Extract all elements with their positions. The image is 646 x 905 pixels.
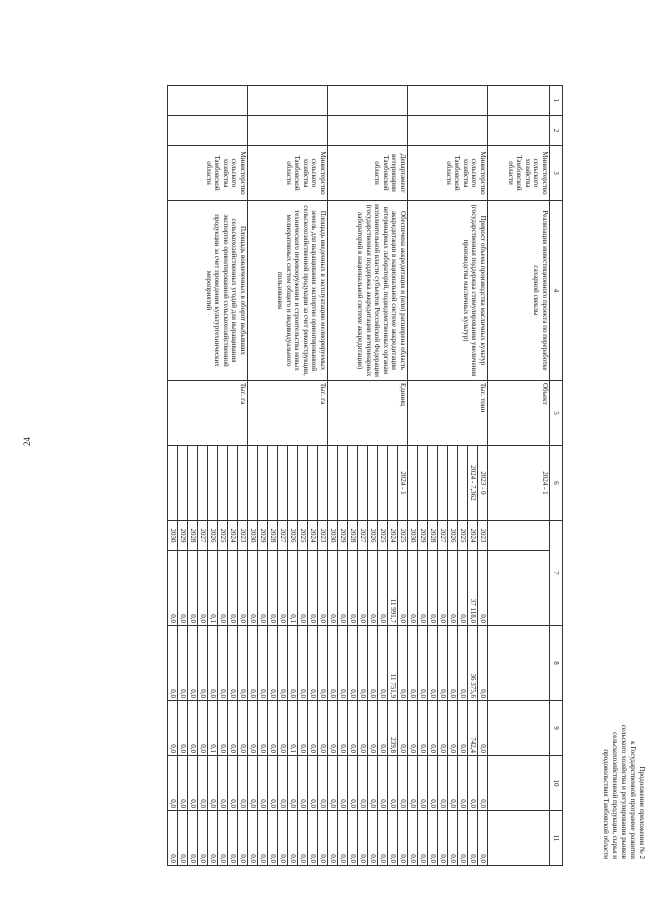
value-cell: 0,0 — [368, 811, 378, 866]
value-cell: 0,0 — [338, 756, 348, 811]
year-cell: 2028 — [268, 521, 278, 551]
value-cell: 0,0 — [238, 811, 248, 866]
value-cell: 0,0 — [428, 756, 438, 811]
value-cell: 0,0 — [308, 701, 318, 756]
value-cell: 0,0 — [198, 551, 208, 626]
value-cell: 0,0 — [428, 551, 438, 626]
base-value-cell: 2024 - 7,362 — [468, 446, 478, 521]
value-cell: 0,1 — [208, 701, 218, 756]
value-cell: 0,0 — [238, 551, 248, 626]
value-cell: 0,0 — [408, 551, 418, 626]
year-cell: 2027 — [198, 521, 208, 551]
indicator-cell: Реализация инвестиционного проекта по переработке сахарной свеклы — [488, 201, 550, 381]
value-cell: 0,0 — [188, 701, 198, 756]
base-value-cell — [208, 446, 218, 521]
value-cell: 0,0 — [308, 626, 318, 701]
base-value-cell — [238, 446, 248, 521]
table-row — [238, 86, 248, 866]
value-cell: 0,0 — [298, 551, 308, 626]
year-cell: 2030 — [248, 521, 258, 551]
value-cell: 0,0 — [178, 811, 188, 866]
cell-col2 — [408, 116, 488, 146]
value-cell: 0,0 — [308, 551, 318, 626]
value-cell: 0,0 — [238, 626, 248, 701]
base-value-cell — [278, 446, 288, 521]
table-row — [478, 86, 488, 866]
value-cell: 0,0 — [218, 551, 228, 626]
value-cell: 0,0 — [178, 701, 188, 756]
base-value-cell — [168, 446, 178, 521]
value-cell: 0,0 — [468, 811, 478, 866]
value-cell: 0,0 — [298, 701, 308, 756]
value-cell: 0,0 — [328, 811, 338, 866]
year-cell: 2029 — [338, 521, 348, 551]
value-cell: 0,0 — [368, 701, 378, 756]
value-cell: 0,0 — [468, 756, 478, 811]
value-cell: 0,0 — [258, 756, 268, 811]
value-cell: 0,0 — [188, 626, 198, 701]
value-cell: 0,0 — [248, 626, 258, 701]
year-cell: 2024 — [228, 521, 238, 551]
value-cell: 0,0 — [398, 701, 408, 756]
value-cell: 0,0 — [398, 811, 408, 866]
value-cell: 0,0 — [408, 701, 418, 756]
value-cell: 0,0 — [178, 551, 188, 626]
value-cell: 0,0 — [348, 811, 358, 866]
column-header-8: 8 — [550, 626, 563, 701]
column-number-row — [550, 86, 563, 866]
value-cell: 0,0 — [308, 811, 318, 866]
value-cell: 0,0 — [228, 756, 238, 811]
value-cell: 0,0 — [358, 756, 368, 811]
value-cell: 0,0 — [378, 551, 388, 626]
value-cell: 0,0 — [328, 551, 338, 626]
value-cell: 0,0 — [278, 756, 288, 811]
unit-cell: Тыс. га — [248, 381, 328, 446]
base-value-cell — [418, 446, 428, 521]
value-cell: 0,0 — [418, 811, 428, 866]
base-value-cell — [178, 446, 188, 521]
year-cell: 2026 — [448, 521, 458, 551]
base-value-cell — [458, 446, 468, 521]
table-row — [398, 86, 408, 866]
value-cell: 0,0 — [318, 756, 328, 811]
base-value-cell — [408, 446, 418, 521]
base-value-cell — [228, 446, 238, 521]
year-cell: 2029 — [258, 521, 268, 551]
year-cell: 2030 — [328, 521, 338, 551]
value-cell: 0,0 — [208, 811, 218, 866]
value-cell: 0,0 — [338, 551, 348, 626]
value-cell: 0,0 — [248, 551, 258, 626]
value-cell: 0,0 — [248, 811, 258, 866]
value-cell: 0,0 — [168, 756, 178, 811]
year-cell: 2026 — [368, 521, 378, 551]
value-cell: 0,0 — [358, 701, 368, 756]
value-cell: 0,0 — [458, 626, 468, 701]
executor-cell: Министерство сельского хозяйства Тамбовской области — [408, 146, 488, 201]
value-cell: 0,0 — [278, 551, 288, 626]
value-cell: 0,0 — [268, 551, 278, 626]
empty-cell — [488, 811, 550, 866]
value-cell: 0,0 — [218, 811, 228, 866]
value-cell: 0,0 — [258, 811, 268, 866]
value-cell: 0,0 — [188, 811, 198, 866]
year-cell: 2027 — [438, 521, 448, 551]
value-cell: 0,0 — [338, 811, 348, 866]
base-value-cell — [308, 446, 318, 521]
year-cell: 2023 — [478, 521, 488, 551]
value-cell: 0,0 — [418, 701, 428, 756]
year-cell: 2024 — [388, 521, 398, 551]
value-cell: 0,0 — [228, 701, 238, 756]
value-cell: 0,0 — [388, 811, 398, 866]
base-value-cell — [188, 446, 198, 521]
value-cell: 0,0 — [358, 626, 368, 701]
value-cell: 0,0 — [368, 626, 378, 701]
value-cell: 0,0 — [208, 626, 218, 701]
executor-cell: Министерство сельского хозяйства Тамбовской области — [168, 146, 248, 201]
value-cell: 0,0 — [238, 701, 248, 756]
value-cell: 0,0 — [198, 626, 208, 701]
value-cell: 0,0 — [198, 756, 208, 811]
rotated-page — [88, 85, 646, 865]
value-cell: 0,0 — [428, 626, 438, 701]
year-cell: 2027 — [358, 521, 368, 551]
year-cell: 2026 — [288, 521, 298, 551]
year-cell: 2023 — [318, 521, 328, 551]
base-value-cell — [368, 446, 378, 521]
value-cell: 0,0 — [348, 701, 358, 756]
value-cell: 0,0 — [188, 756, 198, 811]
value-cell: 0,1 — [288, 701, 298, 756]
header-line: продовольствия Тамбовской области — [601, 749, 610, 859]
column-header-2: 2 — [550, 116, 563, 146]
base-value-cell — [218, 446, 228, 521]
indicator-cell: Площадь вовлеченных в оборот выбывших сельскохозяйственных угодий для выращивания экспортно ориентированной сельскохозяйственной продукции за счет проведения культуртехнических мероприятий — [168, 201, 248, 381]
value-cell: 0,0 — [408, 811, 418, 866]
value-cell: 0,0 — [398, 756, 408, 811]
value-cell: 0,0 — [328, 701, 338, 756]
year-cell: 2024 — [468, 521, 478, 551]
value-cell: 0,0 — [168, 811, 178, 866]
cell-col2 — [328, 116, 408, 146]
value-cell: 11 991,7 — [388, 551, 398, 626]
value-cell: 0,0 — [228, 811, 238, 866]
value-cell: 0,0 — [358, 811, 368, 866]
value-cell: 37 118,0 — [468, 551, 478, 626]
cell-col1 — [408, 86, 488, 116]
table-row — [318, 86, 328, 866]
value-cell: 0,0 — [198, 811, 208, 866]
value-cell: 0,0 — [458, 551, 468, 626]
column-header-10: 10 — [550, 756, 563, 811]
base-value-cell — [378, 446, 388, 521]
unit-cell: Объект — [488, 381, 550, 446]
value-cell: 0,0 — [378, 811, 388, 866]
value-cell: 0,0 — [418, 551, 428, 626]
value-cell: 0,0 — [258, 626, 268, 701]
empty-cell — [488, 626, 550, 701]
value-cell: 0,0 — [318, 701, 328, 756]
value-cell: 0,0 — [318, 551, 328, 626]
value-cell: 0,0 — [368, 551, 378, 626]
value-cell: 0,0 — [228, 551, 238, 626]
executor-cell: Министерство сельского хозяйства Тамбовской области — [248, 146, 328, 201]
column-header-4: 4 — [550, 201, 563, 381]
value-cell: 0,0 — [288, 626, 298, 701]
table-body — [168, 86, 550, 866]
value-cell: 0,0 — [408, 626, 418, 701]
executor-cell: Департамент ветеринарии Тамбовской области — [328, 146, 408, 201]
value-cell: 0,0 — [428, 811, 438, 866]
unit-cell: Единиц — [328, 381, 408, 446]
empty-cell — [488, 521, 550, 551]
column-header-5: 5 — [550, 381, 563, 446]
value-cell: 0,0 — [328, 756, 338, 811]
cell-col1 — [328, 86, 408, 116]
value-cell: 0,0 — [278, 701, 288, 756]
year-cell: 2028 — [188, 521, 198, 551]
value-cell: 0,0 — [178, 756, 188, 811]
value-cell: 36 375,6 — [468, 626, 478, 701]
value-cell: 0,0 — [478, 551, 488, 626]
unit-cell: Тыс. тонн — [408, 381, 488, 446]
year-cell: 2025 — [218, 521, 228, 551]
value-cell: 0,0 — [448, 626, 458, 701]
value-cell: 0,0 — [378, 701, 388, 756]
header-line: к Государственной программе развития — [628, 741, 637, 859]
value-cell: 0,0 — [318, 811, 328, 866]
value-cell: 0,0 — [218, 756, 228, 811]
value-cell: 0,0 — [438, 811, 448, 866]
header-line: сельского хозяйства и регулирования рынков — [619, 724, 628, 859]
cell-col2 — [248, 116, 328, 146]
value-cell: 742,4 — [468, 701, 478, 756]
value-cell: 0,0 — [338, 626, 348, 701]
value-cell: 0,0 — [358, 551, 368, 626]
value-cell: 0,0 — [258, 701, 268, 756]
cell-col2 — [168, 116, 248, 146]
base-value-cell — [348, 446, 358, 521]
value-cell: 0,0 — [378, 756, 388, 811]
value-cell: 0,0 — [478, 626, 488, 701]
value-cell: 0,0 — [268, 701, 278, 756]
value-cell: 0,0 — [268, 756, 278, 811]
program-table — [167, 85, 563, 866]
indicator-cell: Обеспечена аккредитация и (или) расширена область аккредитации в национальной системе аккредитации ветеринарных лабораторий, подведомственных органам исполнительной власти субъектов Российской Федерации (государственная поддержка аккредитации ветеринарных лабораторий в национальной системе аккредитации) — [328, 201, 408, 381]
value-cell: 0,0 — [408, 756, 418, 811]
unit-cell: Тыс. га — [168, 381, 248, 446]
value-cell: 0,0 — [318, 626, 328, 701]
base-value-cell — [298, 446, 308, 521]
value-cell: 0,0 — [178, 626, 188, 701]
value-cell: 0,0 — [338, 701, 348, 756]
executor-cell: Министерство сельского хозяйства Тамбовской области — [488, 146, 550, 201]
value-cell: 0,0 — [168, 701, 178, 756]
base-value-cell — [428, 446, 438, 521]
value-cell: 0,0 — [418, 626, 428, 701]
header-line: Продолжение приложения № 2 — [638, 766, 646, 859]
year-cell: 2028 — [348, 521, 358, 551]
base-value-cell — [288, 446, 298, 521]
value-cell: 0,0 — [478, 701, 488, 756]
empty-cell — [488, 551, 550, 626]
cell-col1 — [488, 86, 550, 116]
base-value-cell: 2024 - 1 — [398, 446, 408, 521]
year-cell: 2027 — [278, 521, 288, 551]
value-cell: 0,0 — [248, 756, 258, 811]
value-cell: 0,0 — [298, 811, 308, 866]
value-cell: 0,0 — [438, 626, 448, 701]
indicator-cell: Прирост объема производства масличных культур (государственная поддержка стимулирования увеличения производства масличных культур) — [408, 201, 488, 381]
value-cell: 0,0 — [298, 756, 308, 811]
value-cell: 0,0 — [388, 756, 398, 811]
column-header-6: 6 — [550, 446, 563, 521]
appendix-header — [601, 85, 646, 865]
value-cell: 0,0 — [348, 551, 358, 626]
cell-col2 — [488, 116, 550, 146]
value-cell: 0,0 — [378, 626, 388, 701]
header-line: сельскохозяйственной продукции, сырья и — [610, 732, 619, 859]
value-cell: 0,0 — [198, 701, 208, 756]
year-cell: 2029 — [178, 521, 188, 551]
value-cell: 0,0 — [458, 811, 468, 866]
value-cell: 0,0 — [448, 756, 458, 811]
base-value-cell — [388, 446, 398, 521]
column-header-1: 1 — [550, 86, 563, 116]
value-cell: 0,0 — [458, 701, 468, 756]
value-cell: 0,0 — [208, 756, 218, 811]
column-header-9: 9 — [550, 701, 563, 756]
value-cell: 0,0 — [268, 811, 278, 866]
value-cell: 0,0 — [438, 756, 448, 811]
base-value-cell — [268, 446, 278, 521]
value-cell: 0,0 — [168, 551, 178, 626]
base-value-cell — [248, 446, 258, 521]
value-cell: 0,0 — [458, 756, 468, 811]
cell-col1 — [168, 86, 248, 116]
year-cell: 2030 — [408, 521, 418, 551]
value-cell: 0,0 — [278, 811, 288, 866]
value-cell: 0,0 — [278, 626, 288, 701]
value-cell: 0,0 — [348, 626, 358, 701]
empty-cell — [488, 756, 550, 811]
value-cell: 0,0 — [348, 756, 358, 811]
value-cell: 0,0 — [308, 756, 318, 811]
value-cell: 0,0 — [248, 701, 258, 756]
page-number: 24 — [22, 437, 32, 446]
cell-col1 — [248, 86, 328, 116]
value-cell: 0,0 — [218, 626, 228, 701]
column-header-3: 3 — [550, 146, 563, 201]
year-cell: 2028 — [428, 521, 438, 551]
value-cell: 0,0 — [268, 626, 278, 701]
table-row — [488, 86, 550, 866]
base-value-cell — [328, 446, 338, 521]
year-cell: 2026 — [208, 521, 218, 551]
value-cell: 0,0 — [438, 551, 448, 626]
value-cell: 0,0 — [218, 701, 228, 756]
base-value-cell — [438, 446, 448, 521]
year-cell: 2023 — [238, 521, 248, 551]
value-cell: 0,0 — [368, 756, 378, 811]
value-cell: 0,0 — [288, 811, 298, 866]
value-cell: 0,0 — [418, 756, 428, 811]
base-value-cell — [318, 446, 328, 521]
base-value-cell — [198, 446, 208, 521]
year-cell: 2024 — [308, 521, 318, 551]
year-cell: 2030 — [168, 521, 178, 551]
value-cell: 0,0 — [478, 811, 488, 866]
base-value-cell: 2023 - 0 — [478, 446, 488, 521]
value-cell: 239,8 — [388, 701, 398, 756]
year-cell: 2025 — [378, 521, 388, 551]
base-value-cell — [338, 446, 348, 521]
value-cell: 0,0 — [398, 626, 408, 701]
base-value-cell — [258, 446, 268, 521]
value-cell: 0,0 — [298, 626, 308, 701]
value-cell: 0,0 — [428, 701, 438, 756]
value-cell: 0,0 — [438, 701, 448, 756]
column-header-11: 11 — [550, 811, 563, 866]
empty-cell — [488, 701, 550, 756]
value-cell: 0,0 — [448, 551, 458, 626]
value-cell: 0,0 — [168, 626, 178, 701]
year-cell: 2025 — [398, 521, 408, 551]
value-cell: 0,0 — [398, 551, 408, 626]
base-value-cell: 2024 - 1 — [488, 446, 550, 521]
column-header-7: 7 — [550, 521, 563, 626]
value-cell: 0,0 — [448, 811, 458, 866]
value-cell: 11 751,9 — [388, 626, 398, 701]
base-value-cell — [448, 446, 458, 521]
indicator-cell: Площадь введенных в эксплуатацию мелиорируемых земель для выращивания экспортно ориентированной сельскохозяйственной продукции за счет реконструкции, технического перевооружения и строительства новых мелиоративных систем общего и индивидуального пользования — [248, 201, 328, 381]
value-cell: 0,0 — [188, 551, 198, 626]
value-cell: 0,0 — [288, 756, 298, 811]
value-cell: 0,0 — [258, 551, 268, 626]
year-cell: 2029 — [418, 521, 428, 551]
value-cell: 0,0 — [478, 756, 488, 811]
year-cell: 2025 — [298, 521, 308, 551]
value-cell: 0,1 — [208, 551, 218, 626]
value-cell: 0,0 — [328, 626, 338, 701]
year-cell: 2025 — [458, 521, 468, 551]
value-cell: 0,0 — [448, 701, 458, 756]
value-cell: 0,0 — [228, 626, 238, 701]
value-cell: 0,0 — [238, 756, 248, 811]
value-cell: 0,1 — [288, 551, 298, 626]
base-value-cell — [358, 446, 368, 521]
